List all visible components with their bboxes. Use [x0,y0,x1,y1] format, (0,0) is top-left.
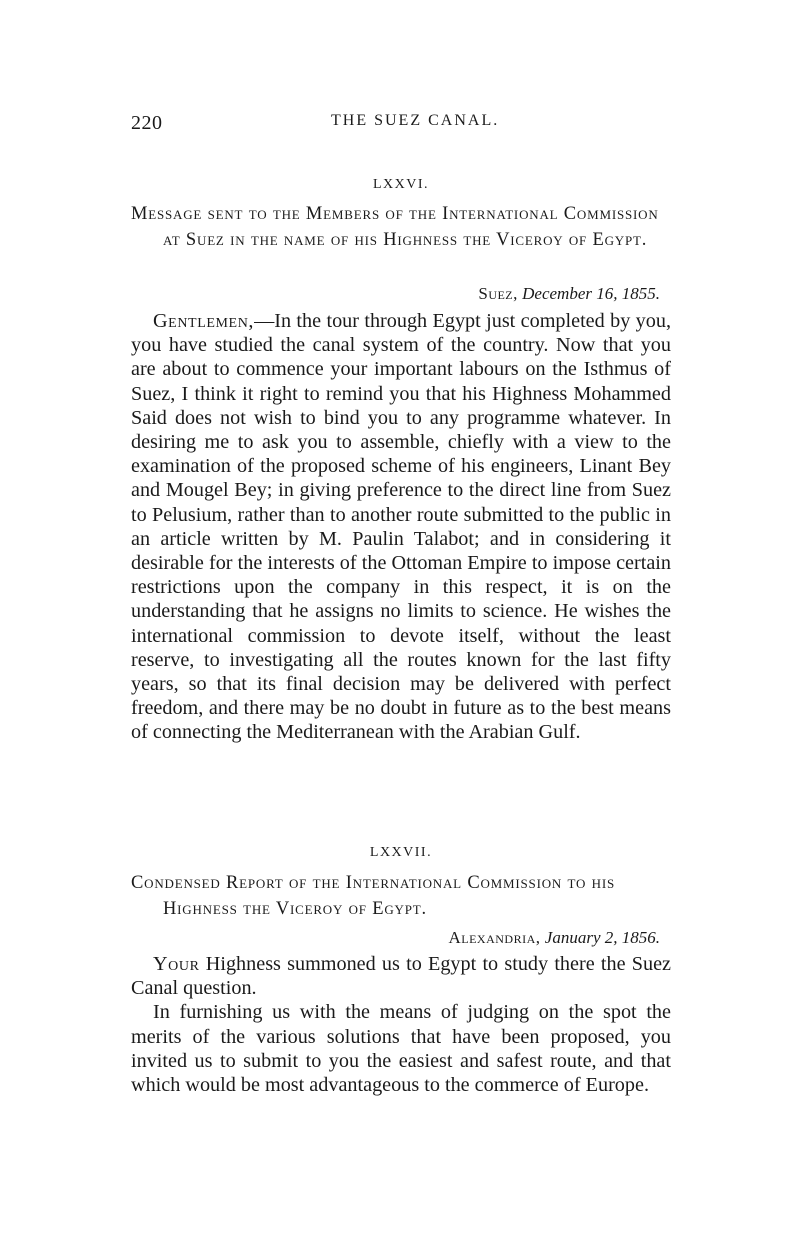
section-heading: Condensed Report of the International Commission to his Highness the Viceroy of Egypt. [131,873,615,919]
paragraph [131,952,671,1000]
paragraph-lead: Gentlemen, [153,310,255,332]
section-body [131,952,671,1097]
dateline-date: January 2, 1856. [544,928,660,947]
dateline-place: Alexandria, [448,928,541,947]
paragraph-text: In furnishing us with the means of judging on the spot the merits of the various solutions that have been proposed, you invited us to submit to you the easiest and safest route, and that which would be most advantageous to the commerce of Europe. [131,1001,671,1097]
running-head [131,112,671,140]
section-numeral: LXXVI. [372,177,430,192]
page-number: 220 [131,112,163,134]
section-numeral: LXXVII. [369,845,433,860]
paragraph [131,1000,671,1097]
paragraph-text: Highness summoned us to Egypt to study there the Suez Canal question. [131,953,671,1000]
dateline-date: December 16, 1855. [522,284,660,303]
paragraph-text: —In the tour through Egypt just completed by you, you have studied the canal system of the country. Now that you are about to commence your important labours on the Isthmus of Suez, I think it right to remind you that his Highness Mohammed Said does not wish to bind you to any programme whatever. In desiring me to ask you to assemble, chiefly with a view to the examination of the proposed scheme of his engineers, Linant Bey and Mougel Bey; in giving preference to the direct line from Suez to Pelusium, rather than to another route submitted to the public in an article written by M. Paulin Talabot; and in considering it desirable for the interests of the Ottoman Empire to impose certain restrictions upon the company in this respect, it is on the understanding that he assigns no limits to science. He wishes the international commission to devote itself, without the least reserve, to investigating all the routes known for the last fifty years, so that its final decision may be delivered with perfect freedom, and there may be no doubt in future as to the best means of connecting the Mediterranean with the Arabian Gulf. [131,310,671,744]
paragraph [131,309,671,745]
dateline [478,284,660,304]
paragraph-lead: Your [153,953,200,975]
running-title: THE SUEZ CANAL. [331,112,500,129]
section-body [131,309,671,745]
dateline [449,928,661,948]
dateline-place: Suez, [478,284,518,303]
section-heading: Message sent to the Members of the International Commission at Suez in the name of his Highness the Viceroy of Egypt. [131,204,659,250]
